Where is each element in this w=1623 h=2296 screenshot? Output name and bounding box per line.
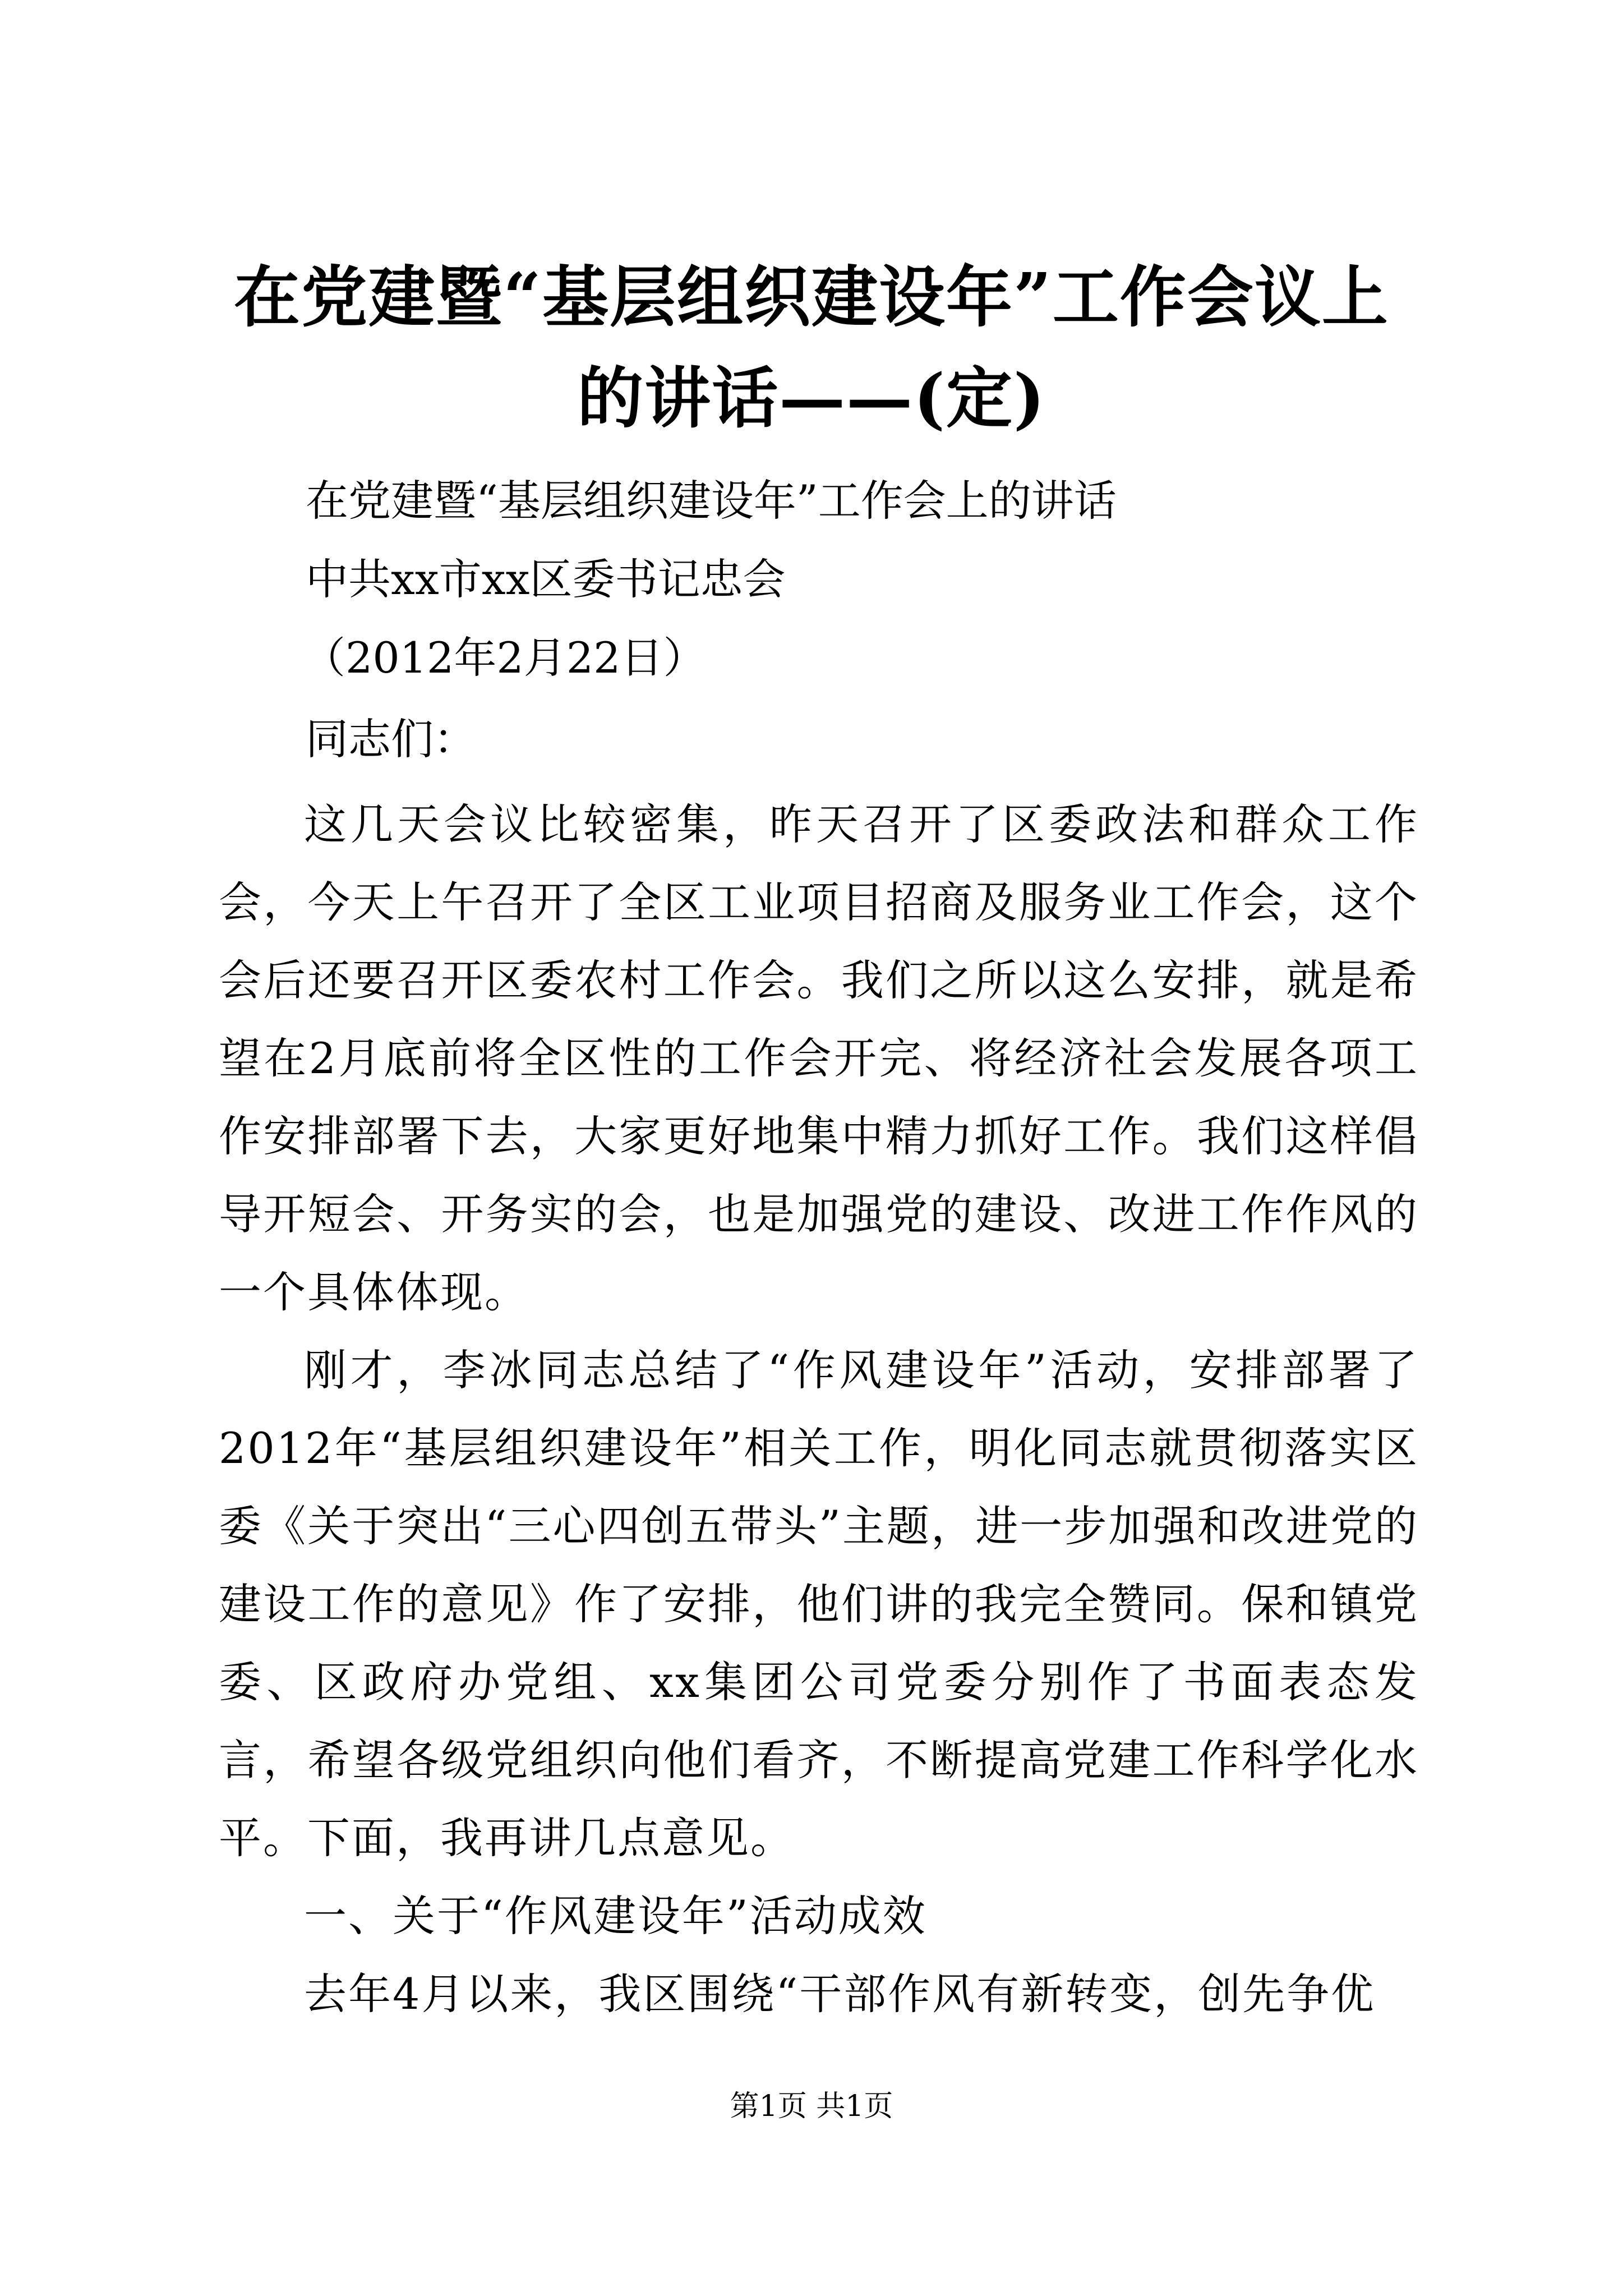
body-paragraph-1: 这几天会议比较密集，昨天召开了区委政法和群众工作会，今天上午召开了全区工业项目招商及服务业工作会，这个会后还要召开区委农村工作会。我们之所以这么安排，就是希望在2月底前将全区性的工作会开完、将经济社会发展各项工作安排部署下去，大家更好地集中精力抓好工作。我们这样倡导开短会、开务实的会，也是加强党的建设、改进工作作风的一个具体体现。 — [219, 799, 1419, 1317]
section-heading-1: 一、关于“作风建设年”活动成效 — [304, 1891, 927, 1941]
document-body — [219, 785, 1419, 2033]
speech-date: （2012年2月22日） — [303, 633, 706, 683]
document-title: 在党建暨“基层组织建设年”工作会议上的讲话——(定) — [234, 258, 1389, 437]
speech-subtitle: 在党建暨“基层组织建设年”工作会上的讲话 — [306, 476, 1117, 526]
salutation: 同志们： — [306, 714, 476, 764]
body-paragraph-2: 刚才，李冰同志总结了“作风建设年”活动，安排部署了2012年“基层组织建设年”相关工作，明化同志就贯彻落实区委《关于突出“三心四创五带头”主题，进一步加强和改进党的建设工作的意见》作了安排，他们讲的我完全赞同。保和镇党委、区政府办党组、xx集团公司党委分别作了书面表态发言，希望各级党组织向他们看齐，不断提高党建工作科学化水平。下面，我再讲几点意见。 — [219, 1345, 1419, 1863]
page-footer: 第1页 共1页 — [730, 2090, 893, 2123]
body-paragraph-3: 去年4月以来，我区围绕“干部作风有新转变，创先争优 — [304, 1969, 1376, 2019]
speech-author: 中共xx市xx区委书记忠会 — [306, 554, 786, 604]
